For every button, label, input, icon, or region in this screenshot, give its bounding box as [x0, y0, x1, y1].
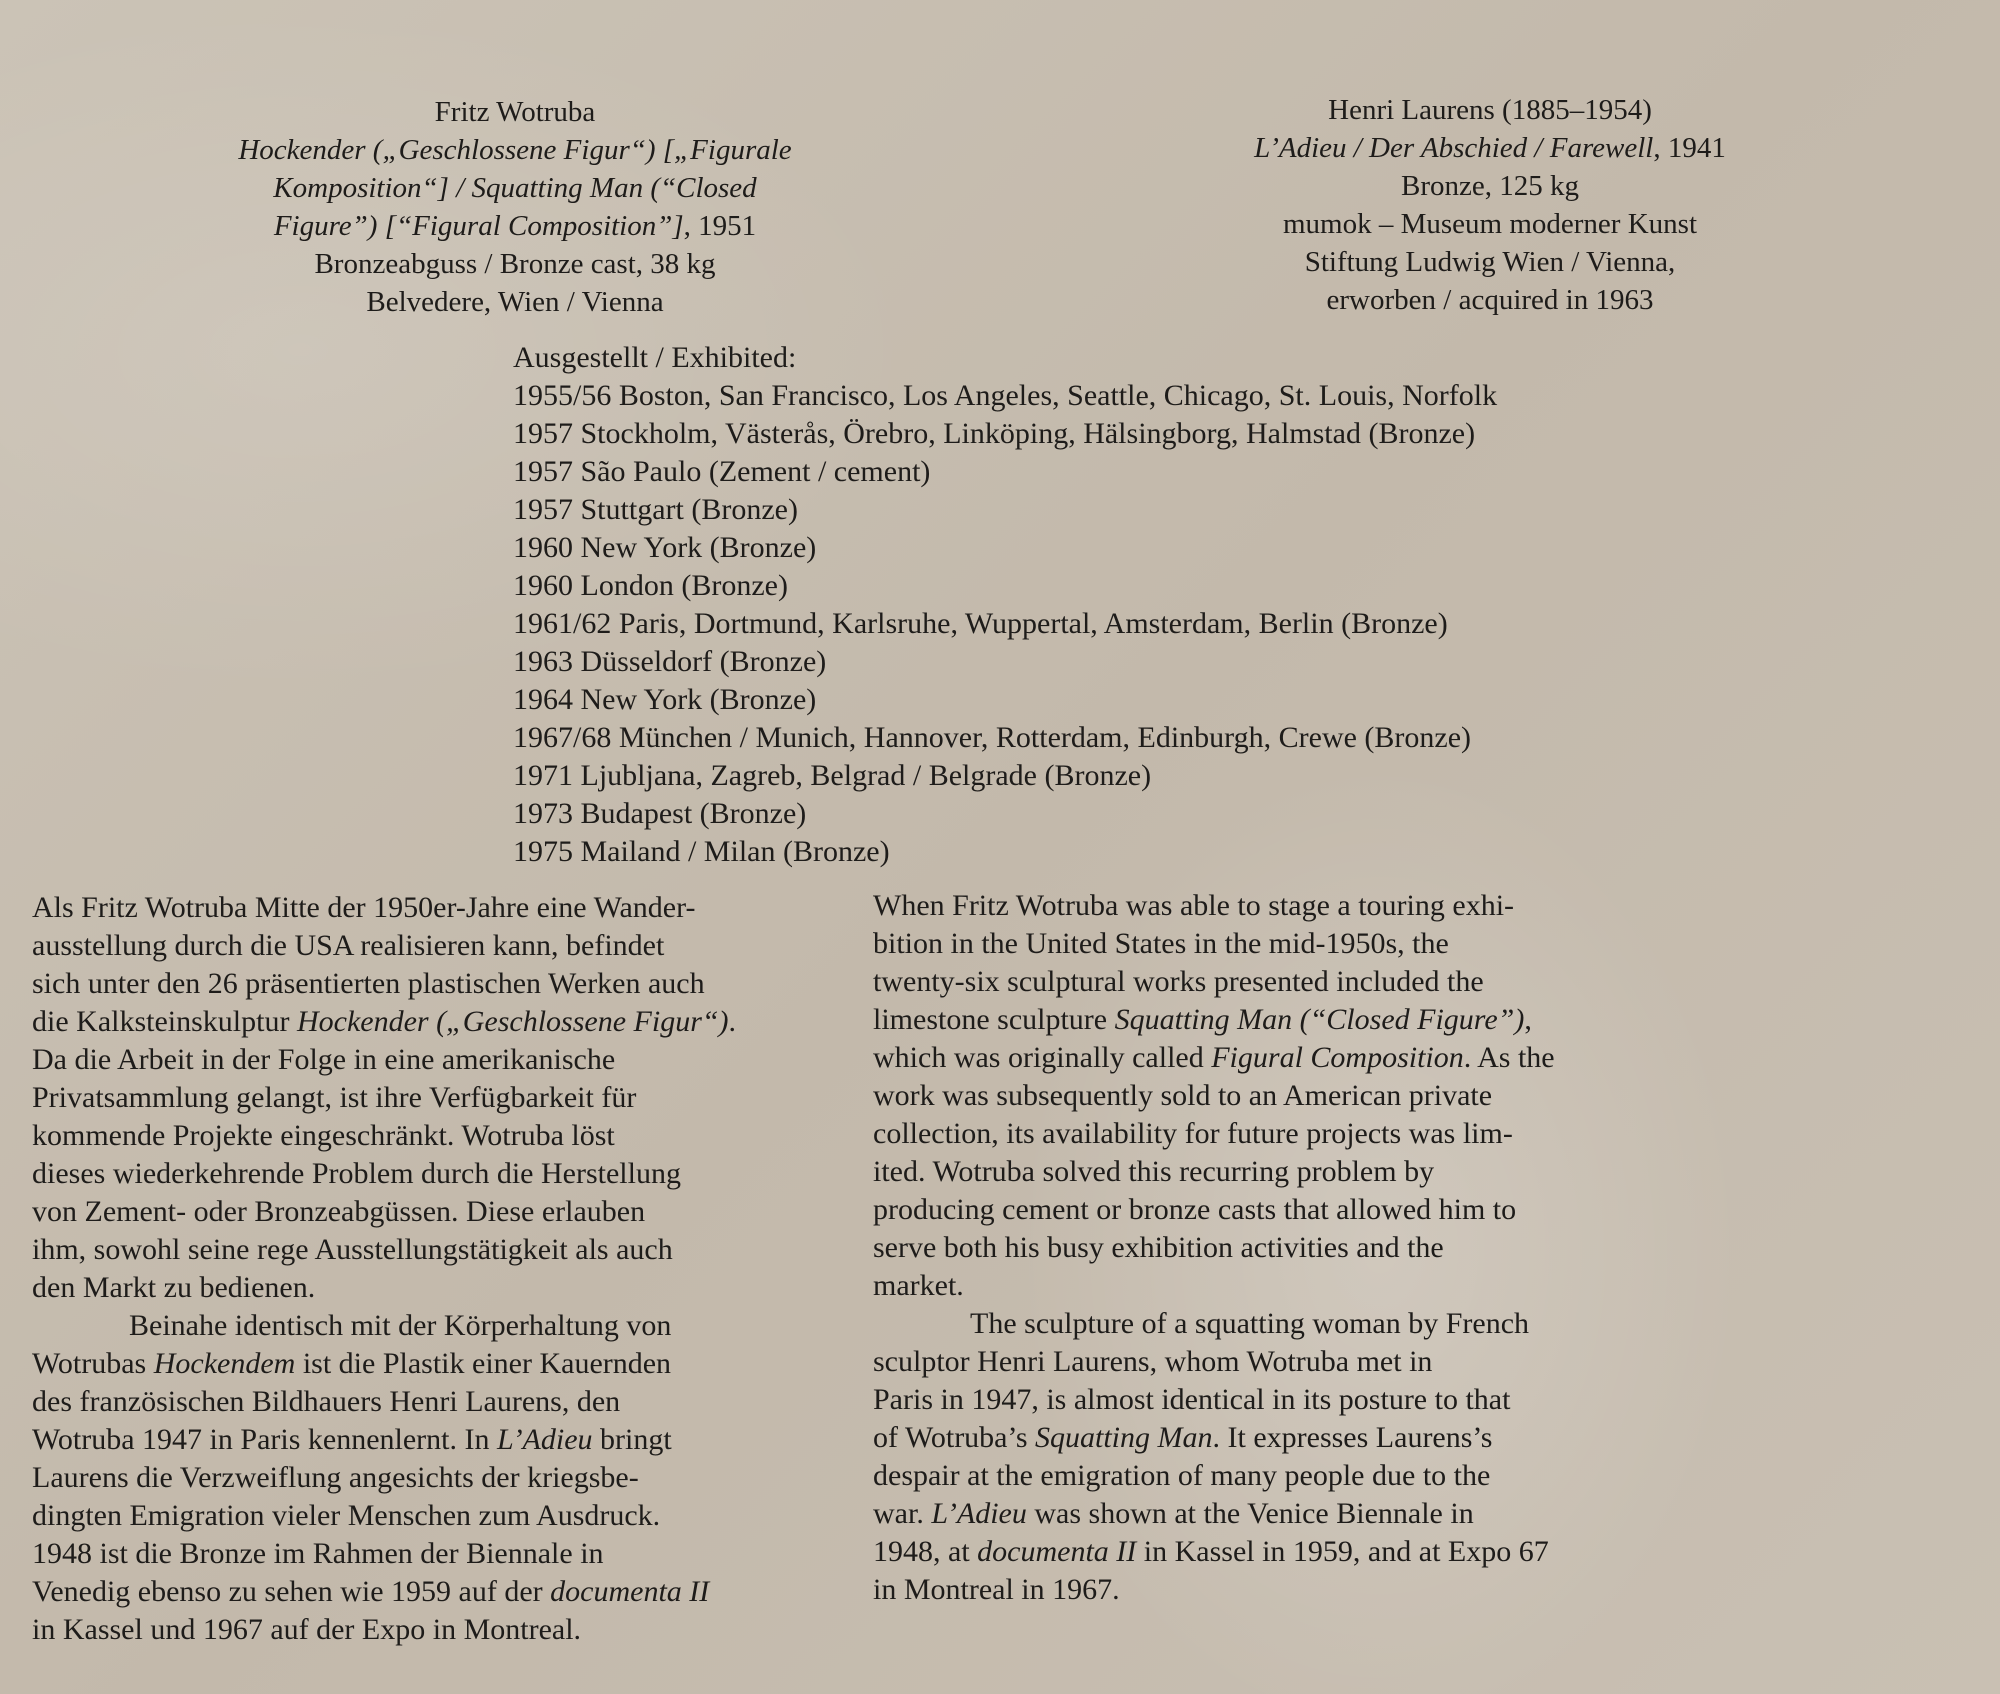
artwork-title [1160, 129, 1820, 167]
artwork-material: Bronzeabguss / Bronze cast, 38 kg [314, 248, 716, 280]
text-run: die Kalksteinskulptur [32, 1005, 297, 1038]
text-run: which was originally called [873, 1041, 1212, 1074]
exhibition-item: 1955/56 Boston, San Francisco, Los Angeles, Seattle, Chicago, St. Louis, Norfolk [513, 379, 1498, 412]
text-line: Laurens die Verzweiflung angesichts der kriegsbe- [32, 1461, 639, 1494]
text-line [32, 1345, 852, 1383]
exhibition-item: 1964 New York (Bronze) [513, 683, 817, 716]
text-run: . [728, 1005, 737, 1038]
text-run: Wotruba 1947 in Paris kennenlernt. In [32, 1423, 497, 1456]
text-run: was shown at the Venice Biennale in [1026, 1497, 1474, 1530]
caption-laurens [1160, 91, 1820, 319]
artwork-title [175, 207, 855, 245]
text-line [32, 1573, 852, 1611]
text-run: of Wotruba’s [873, 1421, 1036, 1454]
text-line: Als Fritz Wotruba Mitte der 1950er-Jahre eine Wander- [32, 891, 696, 924]
text-line: serve both his busy exhibition activities and the [873, 1231, 1444, 1264]
artwork-title-italic: L’Adieu [497, 1423, 593, 1456]
artwork-title: Hockender („Geschlossene Figur“) [„Figurale [238, 134, 792, 166]
exhibition-item: 1973 Budapest (Bronze) [513, 797, 807, 830]
exhibition-item: 1960 New York (Bronze) [513, 531, 817, 564]
text-line [873, 1533, 1693, 1571]
artwork-year: , 1951 [683, 210, 757, 242]
artwork-material: Bronze, 125 kg [1401, 170, 1579, 202]
exhibition-item: 1957 Stockholm, Västerås, Örebro, Linköping, Hälsingborg, Halmstad (Bronze) [513, 417, 1476, 450]
artwork-collection: Belvedere, Wien / Vienna [366, 286, 664, 318]
text-run: ist die Plastik einer Kauernden [295, 1347, 672, 1380]
text-run: limestone sculpture [873, 1003, 1115, 1036]
artist-name: Henri Laurens (1885–1954) [1328, 94, 1652, 126]
paragraph [873, 887, 1693, 1305]
text-line: work was subsequently sold to an American private [873, 1079, 1493, 1112]
text-line: ited. Wotruba solved this recurring problem by [873, 1155, 1435, 1188]
text-line: ihm, sowohl seine rege Ausstellungstätigkeit als auch [32, 1233, 673, 1266]
text-column-english [873, 887, 1693, 1609]
artwork-title-italic: Figural Composition [1211, 1041, 1464, 1074]
exhibition-item: 1971 Ljubljana, Zagreb, Belgrad / Belgrade (Bronze) [513, 759, 1152, 792]
exhibition-heading: Ausgestellt / Exhibited: [513, 341, 797, 374]
paragraph [32, 889, 852, 1307]
exhibition-list [513, 339, 1497, 871]
exhibition-item: 1957 São Paulo (Zement / cement) [513, 455, 931, 488]
text-line: collection, its availability for future projects was lim- [873, 1117, 1513, 1150]
caption-wotruba [175, 93, 855, 321]
text-line: von Zement- oder Bronzeabgüssen. Diese erlauben [32, 1195, 646, 1228]
text-line: despair at the emigration of many people due to the [873, 1459, 1491, 1492]
text-run: , [1524, 1003, 1532, 1036]
exhibition-name-italic: documenta II [550, 1575, 710, 1608]
text-line: in Montreal in 1967. [873, 1573, 1120, 1606]
text-line: market. [873, 1269, 964, 1302]
text-run: war. [873, 1497, 932, 1530]
text-run: 1948, at [873, 1535, 978, 1568]
text-line: When Fritz Wotruba was able to stage a touring exhi- [873, 889, 1515, 922]
text-line: producing cement or bronze casts that allowed him to [873, 1193, 1517, 1226]
text-line [32, 1003, 852, 1041]
text-line: Privatsammlung gelangt, ist ihre Verfügbarkeit für [32, 1081, 637, 1114]
text-line: The sculpture of a squatting woman by French [970, 1307, 1530, 1340]
artwork-collection: Stiftung Ludwig Wien / Vienna, [1304, 246, 1676, 278]
exhibition-item: 1963 Düsseldorf (Bronze) [513, 645, 827, 678]
artwork-collection: mumok – Museum moderner Kunst [1282, 208, 1697, 240]
text-line: Beinahe identisch mit der Körperhaltung von [129, 1309, 672, 1342]
text-line: 1948 ist die Bronze im Rahmen der Biennale in [32, 1537, 604, 1570]
text-run: bringt [592, 1423, 672, 1456]
text-line [873, 1419, 1693, 1457]
text-line [32, 1421, 852, 1459]
paragraph [873, 1305, 1693, 1609]
exhibition-item: 1961/62 Paris, Dortmund, Karlsruhe, Wuppertal, Amsterdam, Berlin (Bronze) [513, 607, 1448, 640]
text-line: des französischen Bildhauers Henri Laurens, den [32, 1385, 621, 1418]
text-line: ausstellung durch die USA realisieren kann, befindet [32, 929, 665, 962]
artwork-title-italic: Figure”) [“Figural Composition”] [273, 210, 684, 242]
text-line: in Kassel und 1967 auf der Expo in Montreal. [32, 1613, 582, 1646]
artwork-title-italic: Squatting Man (“Closed Figure”) [1114, 1003, 1525, 1036]
text-line: sich unter den 26 präsentierten plastischen Werken auch [32, 967, 705, 1000]
exhibition-item: 1975 Mailand / Milan (Bronze) [513, 835, 890, 868]
text-line: Da die Arbeit in der Folge in eine amerikanische [32, 1043, 616, 1076]
artwork-title-italic: Squatting Man [1035, 1421, 1213, 1454]
text-line: Paris in 1947, is almost identical in its posture to that [873, 1383, 1511, 1416]
artist-name: Fritz Wotruba [434, 96, 596, 128]
artwork-title-italic: L’Adieu / Der Abschied / Farewell [1254, 132, 1654, 164]
text-line: twenty-six sculptural works presented included the [873, 965, 1484, 998]
paragraph [32, 1307, 852, 1649]
artwork-title-italic: Hockendem [153, 1347, 296, 1380]
text-line: dingten Emigration vieler Menschen zum Ausdruck. [32, 1499, 661, 1532]
exhibition-item: 1967/68 München / Munich, Hannover, Rotterdam, Edinburgh, Crewe (Bronze) [513, 721, 1472, 754]
exhibition-item: 1960 London (Bronze) [513, 569, 788, 602]
artwork-collection: erworben / acquired in 1963 [1326, 284, 1654, 316]
text-run: Wotrubas [32, 1347, 154, 1380]
text-line: den Markt zu bedienen. [32, 1271, 316, 1304]
text-run: in Kassel in 1959, and at Expo 67 [1136, 1535, 1549, 1568]
exhibition-item: 1957 Stuttgart (Bronze) [513, 493, 798, 526]
artwork-title-italic: L’Adieu [931, 1497, 1027, 1530]
text-line: dieses wiederkehrende Problem durch die Herstellung [32, 1157, 681, 1190]
artwork-year: , 1941 [1653, 132, 1726, 164]
exhibition-name-italic: documenta II [977, 1535, 1137, 1568]
text-run: Venedig ebenso zu sehen wie 1959 auf der [32, 1575, 551, 1608]
text-run: . It expresses Laurens’s [1212, 1421, 1493, 1454]
artwork-title-italic: Hockender („Geschlossene Figur“) [296, 1005, 729, 1038]
artwork-title: Komposition“] / Squatting Man (“Closed [273, 172, 757, 204]
text-line: kommende Projekte eingeschränkt. Wotruba löst [32, 1119, 615, 1152]
text-line: sculptor Henri Laurens, whom Wotruba met in [873, 1345, 1433, 1378]
text-line: bition in the United States in the mid-1950s, the [873, 927, 1449, 960]
text-line [873, 1039, 1693, 1077]
text-line [873, 1001, 1693, 1039]
text-run: . As the [1463, 1041, 1555, 1074]
text-column-german [32, 889, 852, 1649]
text-line [873, 1495, 1693, 1533]
